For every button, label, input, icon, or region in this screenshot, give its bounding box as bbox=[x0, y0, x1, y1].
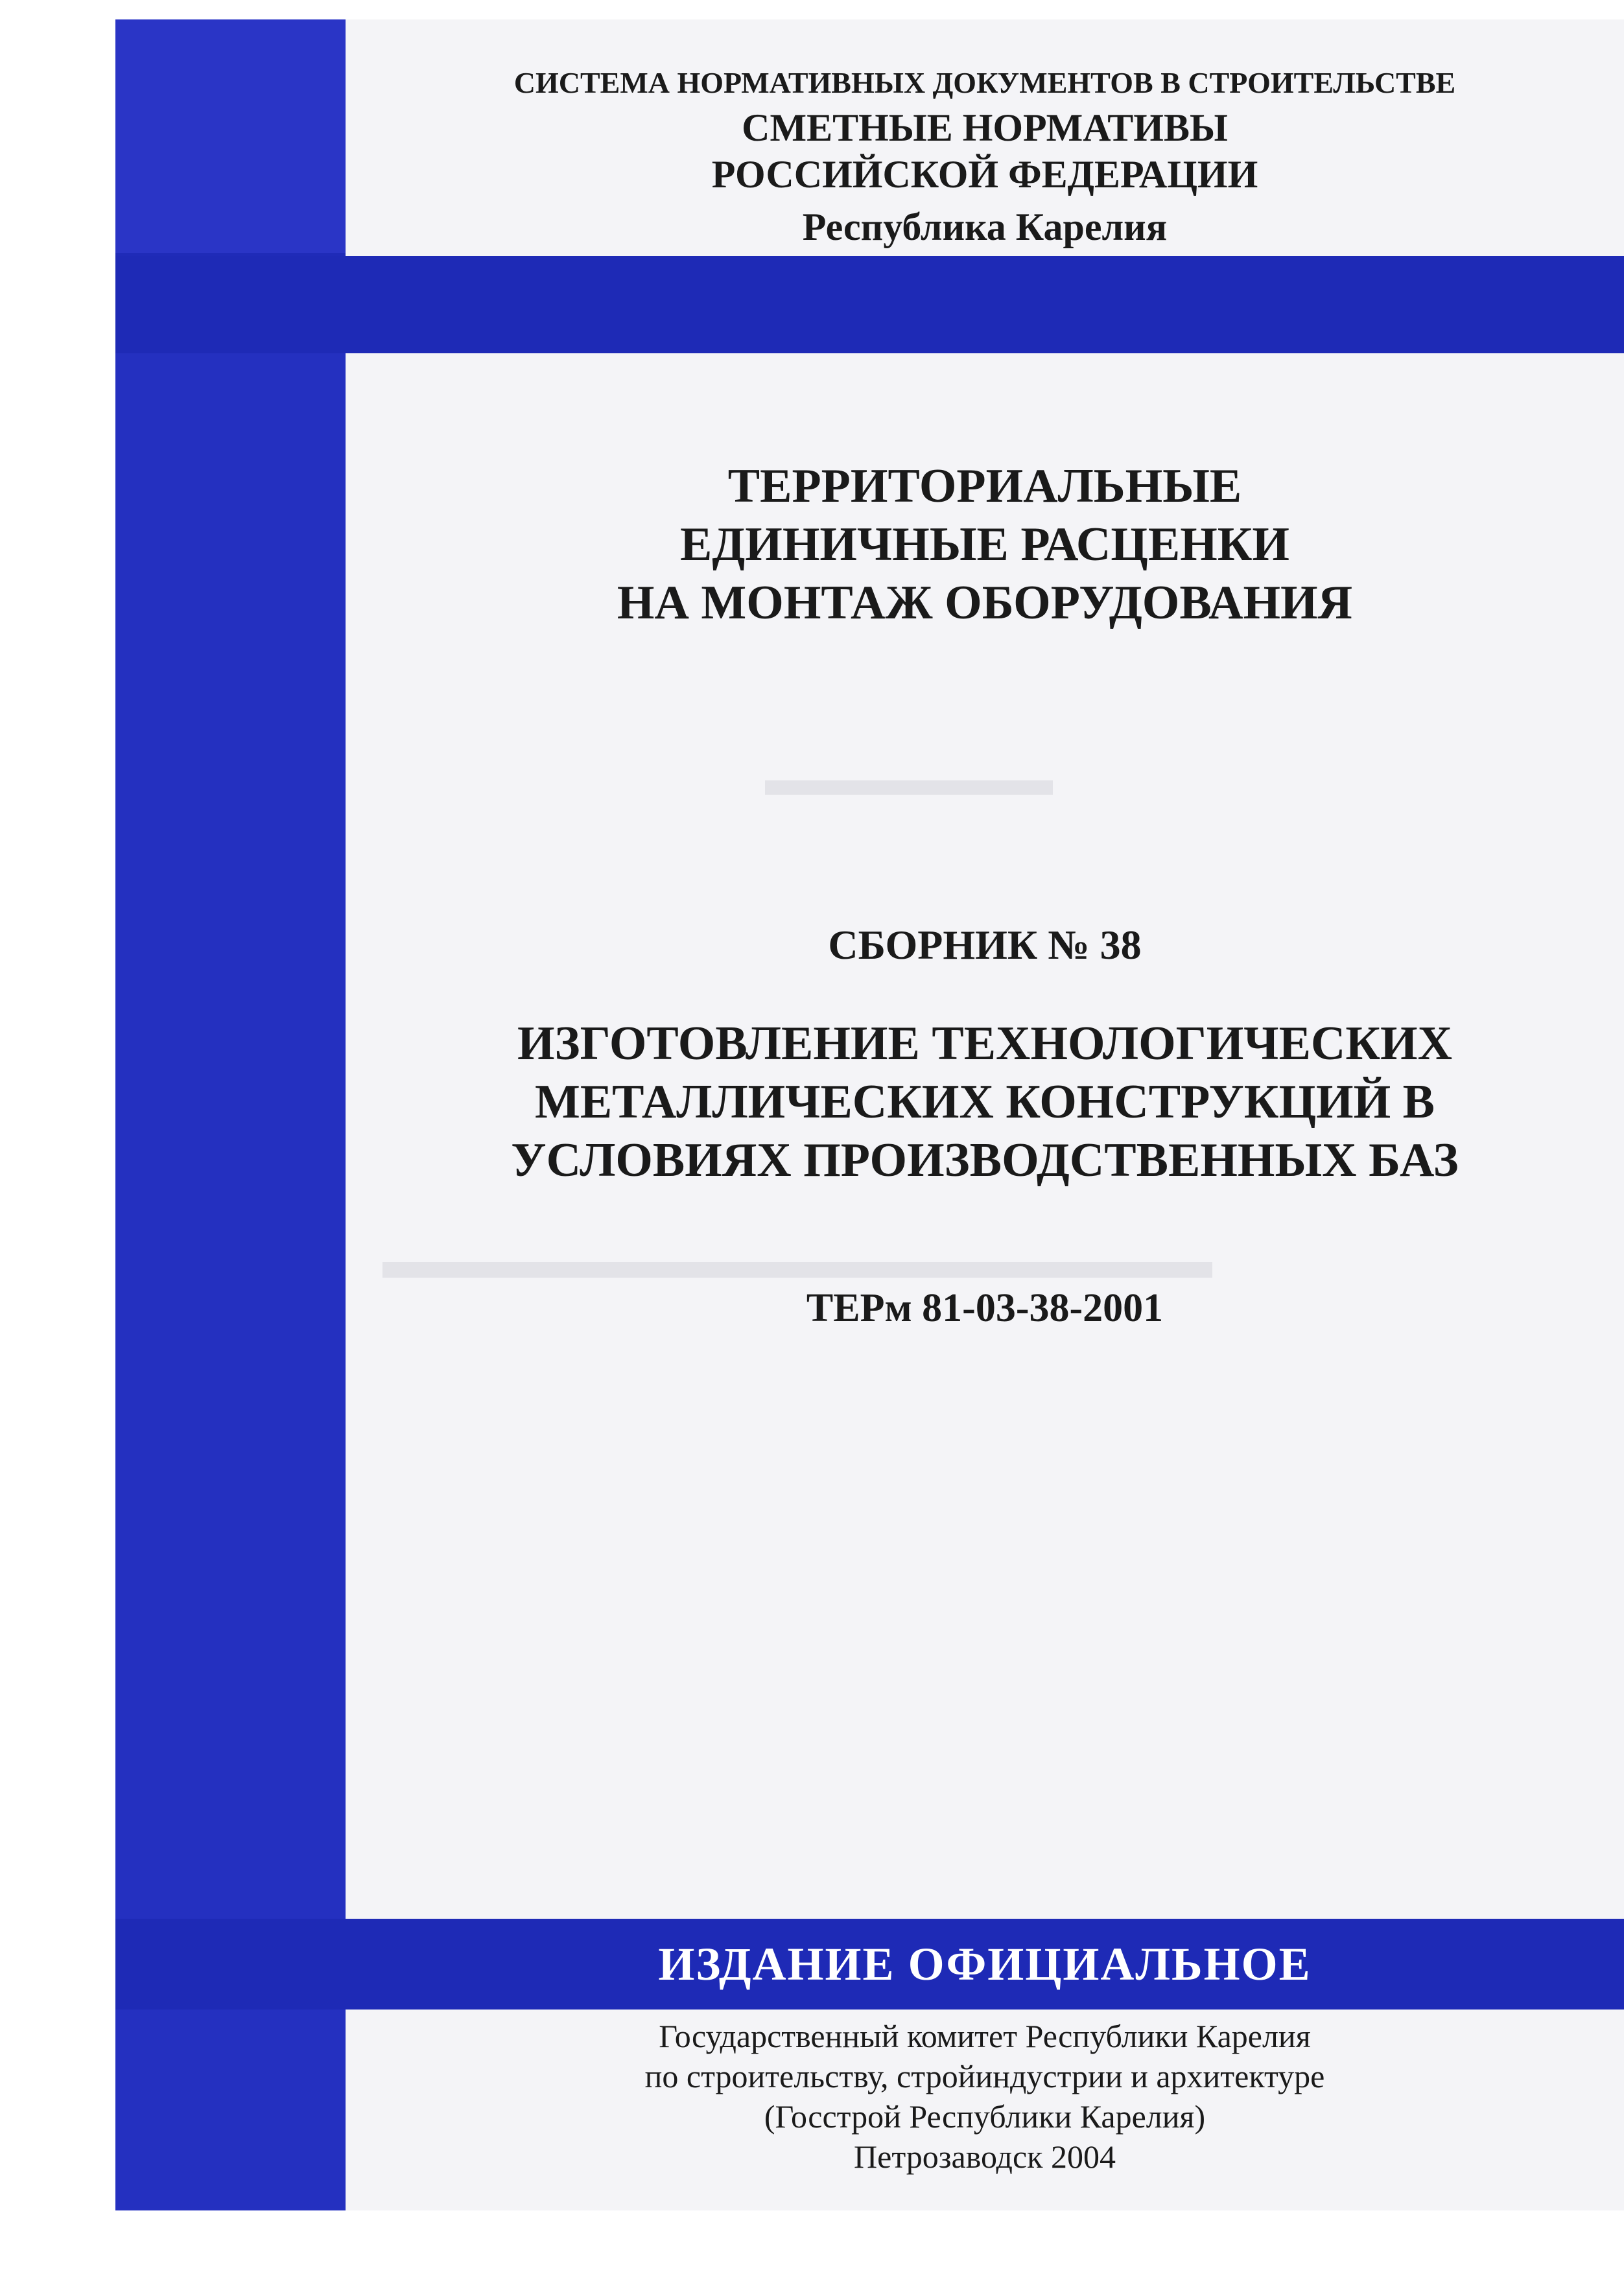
subject-line-1: ИЗГОТОВЛЕНИЕ ТЕХНОЛОГИЧЕСКИХ bbox=[517, 1017, 1453, 1070]
document-title bbox=[346, 457, 1624, 632]
official-edition-label: ИЗДАНИЕ ОФИЦИАЛЬНОЕ bbox=[658, 1938, 1312, 1990]
left-blue-band-middle bbox=[115, 353, 346, 1919]
document-code: ТЕРм 81-03-38-2001 bbox=[806, 1286, 1164, 1330]
header-system-line: СИСТЕМА НОРМАТИВНЫХ ДОКУМЕНТОВ В СТРОИТЕЛЬСТВЕ bbox=[513, 66, 1456, 99]
collection-subject bbox=[346, 1014, 1624, 1189]
document-header bbox=[346, 62, 1624, 256]
header-federation-line: РОССИЙСКОЙ ФЕДЕРАЦИИ bbox=[711, 153, 1258, 196]
left-blue-band-top bbox=[115, 19, 346, 253]
publisher-line-2: по строительству, стройиндустрии и архитектуре bbox=[644, 2058, 1325, 2094]
title-line-1: ТЕРРИТОРИАЛЬНЫЕ bbox=[727, 460, 1242, 513]
publisher-line-3: (Госстрой Республики Карелия) bbox=[764, 2098, 1206, 2135]
subject-line-3: УСЛОВИЯХ ПРОИЗВОДСТВЕННЫХ БАЗ bbox=[511, 1134, 1459, 1187]
title-line-2: ЕДИНИЧНЫЕ РАСЦЕНКИ bbox=[680, 518, 1289, 571]
top-blue-band bbox=[115, 256, 1624, 353]
header-region-line: Республика Карелия bbox=[802, 205, 1168, 248]
publisher-line-1: Государственный комитет Республики Карелия bbox=[659, 2018, 1311, 2054]
collection-number: СБОРНИК № 38 bbox=[828, 922, 1142, 968]
left-blue-band-bottom bbox=[115, 2010, 346, 2210]
publisher-city-year: Петрозаводск 2004 bbox=[854, 2139, 1116, 2175]
publisher-block bbox=[346, 2016, 1624, 2177]
subject-line-2: МЕТАЛЛИЧЕСКИХ КОНСТРУКЦИЙ В bbox=[534, 1075, 1435, 1129]
header-estimates-line: СМЕТНЫЕ НОРМАТИВЫ bbox=[742, 106, 1228, 149]
title-line-3: НА МОНТАЖ ОБОРУДОВАНИЯ bbox=[617, 576, 1353, 629]
